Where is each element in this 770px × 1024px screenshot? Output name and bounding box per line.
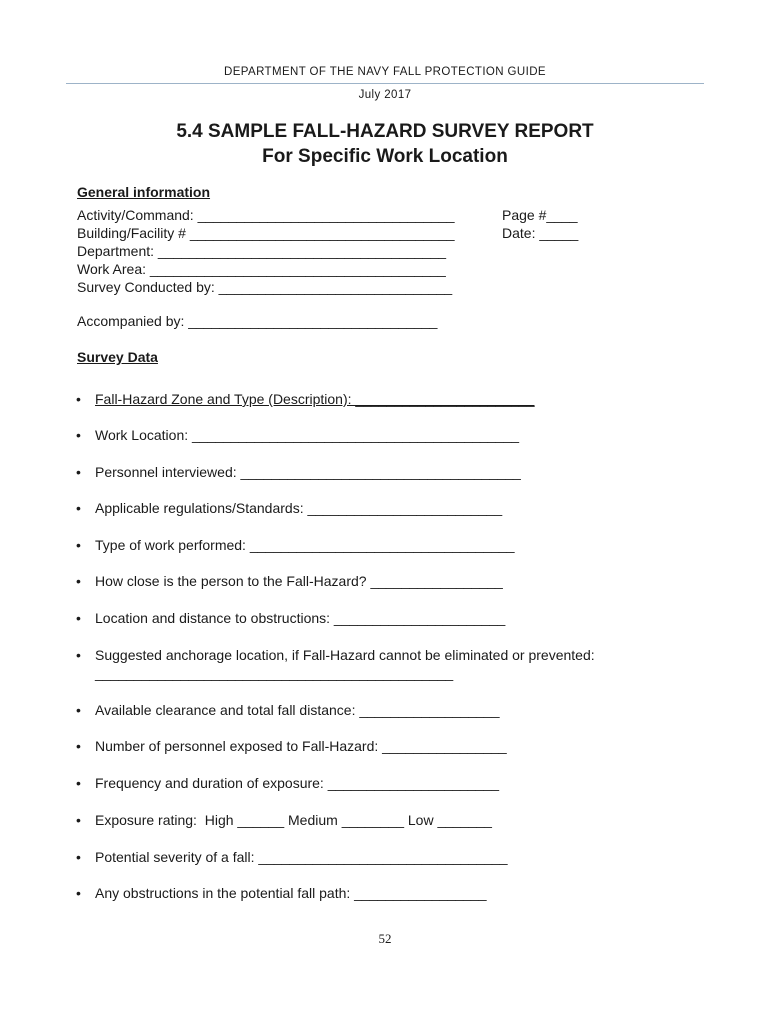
- list-item-text: Personnel interviewed: ____________________________________: [95, 464, 521, 480]
- work-area-field: Work Area: ______________________________________: [77, 261, 446, 277]
- bullet-icon: •: [76, 702, 81, 718]
- list-item-text: Number of personnel exposed to Fall-Hazard: ________________: [95, 738, 507, 754]
- bullet-icon: •: [76, 775, 81, 791]
- general-info-heading: General information: [77, 184, 211, 200]
- list-item-anchorage-location: [76, 647, 595, 695]
- list-item-text: Potential severity of a fall: ________________________________: [95, 849, 508, 865]
- date-field: Date: _____: [502, 225, 579, 241]
- list-item-text: Available clearance and total fall distance: __________________: [95, 702, 500, 718]
- survey-data-heading: Survey Data: [77, 349, 158, 365]
- bullet-icon: •: [76, 391, 81, 407]
- department-field: Department: _____________________________________: [77, 243, 447, 259]
- page-subtitle: For Specific Work Location: [262, 146, 508, 167]
- bullet-icon: •: [76, 849, 81, 865]
- page-number: 52: [378, 931, 392, 946]
- bullet-icon: •: [76, 885, 81, 901]
- guide-date: July 2017: [358, 89, 412, 101]
- list-item-text: Work Location: __________________________________________: [95, 427, 520, 443]
- bullet-icon: •: [76, 812, 81, 828]
- list-item-text: Applicable regulations/Standards: _________________________: [95, 500, 503, 516]
- survey-conducted-by-field: Survey Conducted by: ______________________________: [77, 279, 453, 295]
- bullet-icon: •: [76, 610, 81, 626]
- list-item-text: Exposure rating: High ______ Medium ________ Low _______: [95, 812, 492, 828]
- page-title: 5.4 SAMPLE FALL-HAZARD SURVEY REPORT: [176, 121, 594, 142]
- list-item-text: Fall-Hazard Zone and Type (Description): _______________________: [95, 391, 535, 407]
- bullet-icon: •: [76, 738, 81, 754]
- list-item-text: Type of work performed: __________________________________: [95, 537, 515, 553]
- list-item-text: Frequency and duration of exposure: ______________________: [95, 775, 499, 791]
- list-item-text: Any obstructions in the potential fall path: _________________: [95, 885, 487, 901]
- bullet-icon: •: [76, 537, 81, 553]
- bullet-icon: •: [76, 573, 81, 589]
- header-rule: [66, 83, 704, 84]
- list-item-text: How close is the person to the Fall-Hazard? _________________: [95, 573, 503, 589]
- accompanied-by-field: Accompanied by: ________________________________: [77, 313, 438, 329]
- page-number-field: Page #____: [502, 207, 578, 223]
- bullet-icon: •: [76, 647, 81, 663]
- bullet-icon: •: [76, 464, 81, 480]
- building-facility-field: Building/Facility # __________________________________: [77, 225, 455, 241]
- activity-command-field: Activity/Command: _________________________________: [77, 207, 455, 223]
- anchorage-continuation-line: ______________________________________________: [95, 665, 454, 681]
- guide-title: DEPARTMENT OF THE NAVY FALL PROTECTION GUIDE: [224, 66, 546, 78]
- bullet-icon: •: [76, 500, 81, 516]
- list-item-fall-path-obstructions: [76, 885, 487, 933]
- list-item-text: Suggested anchorage location, if Fall-Hazard cannot be eliminated or prevented:: [95, 647, 595, 663]
- list-item-text: Location and distance to obstructions: ______________________: [95, 610, 506, 626]
- bullet-icon: •: [76, 427, 81, 443]
